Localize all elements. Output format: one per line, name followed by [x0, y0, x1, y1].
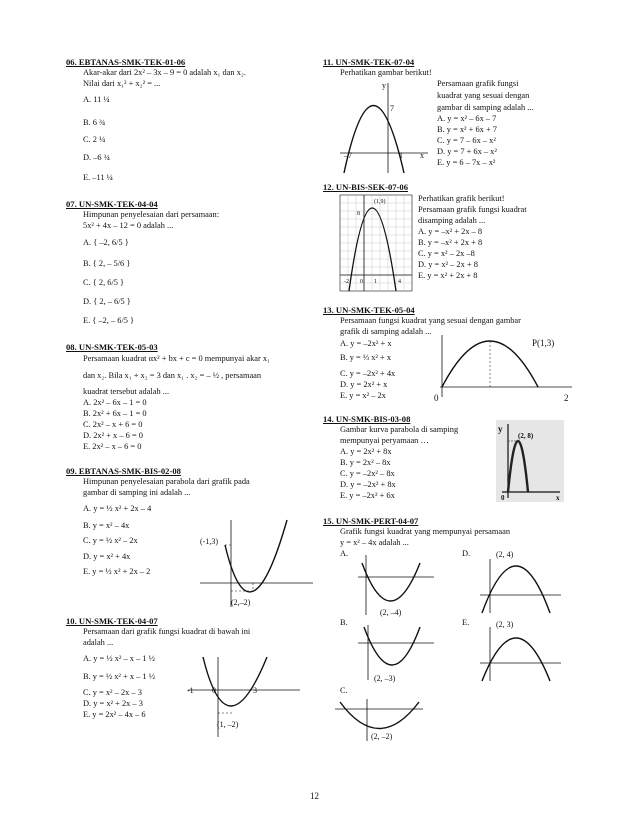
option-b: B. y = –x² + 2x + 8 [418, 238, 483, 247]
question-text: kuadrat tersebut adalah ... [83, 387, 170, 396]
question-text: Persamaan dari grafik fungsi kuadrat di bawah ini [83, 627, 251, 636]
graph-q11 [338, 78, 433, 178]
graph-q09 [195, 515, 315, 610]
page-number: 12 [310, 791, 319, 801]
graph-q12 [340, 195, 412, 295]
graph-q13 [434, 335, 580, 405]
option-e: E. y = ½ x² + 2x – 2 [83, 567, 151, 576]
question-text: Perhatikan gambar berikut! [340, 68, 432, 77]
option-b: B. [340, 618, 348, 627]
option-b: B. 6 ¾ [83, 118, 106, 127]
question-text: Himpunan penyelesaian parabola dari grafik pada [83, 477, 250, 486]
graph-q14 [496, 420, 564, 502]
option-e: E. –11 ¼ [83, 173, 113, 182]
question-text: Grafik fungsi kuadrat yang mempunyai persamaan [340, 527, 511, 536]
vertex-label: (1,9) [374, 199, 386, 205]
option-e: E. { –2, – 6/5 } [83, 316, 135, 325]
question-title: 15. UN-SMK-PERT-04-07 [323, 516, 419, 526]
option-e: E. 2x² – x – 6 = 0 [83, 442, 142, 451]
graph-q15-b [356, 625, 436, 685]
option-b: B. y = x² – 4x [83, 521, 130, 530]
option-c: C. [340, 686, 348, 695]
question-08 [66, 342, 158, 353]
option-c: C. 2x² – x + 6 = 0 [83, 420, 143, 429]
question-13 [323, 305, 415, 316]
question-text: gambar di samping adalah ... [437, 103, 534, 112]
option-e: E. y = x² – 2x [340, 391, 386, 400]
question-text: Persamaan grafik fungsi kuadrat [418, 205, 527, 214]
question-title: 09. EBTANAS-SMK-BIS-02-08 [66, 466, 181, 476]
parabola [482, 638, 550, 681]
option-d: D. 2x² + x – 6 = 0 [83, 431, 143, 440]
vertex-label: (2, –3) [374, 674, 396, 683]
question-15 [323, 516, 418, 527]
option-e: E. y = x² + 2x + 8 [418, 271, 478, 280]
option-c: C. y = ½ x² – 2x [83, 536, 138, 545]
option-b: B. 2x² + 6x – 1 = 0 [83, 409, 147, 418]
axis-label: y [498, 424, 503, 434]
question-title: 11. UN-SMK-TEK-07-04 [323, 57, 415, 67]
peak-label: P(1,3) [532, 338, 555, 348]
question-11 [323, 57, 414, 68]
question-title: 07. UN-SMK-TEK-04-04 [66, 199, 158, 209]
question-14 [323, 414, 410, 425]
option-a: A. { –2, 6/5 } [83, 238, 129, 247]
tick-label: 0 [434, 393, 439, 403]
option-b: B. y = 2x² – 8x [340, 458, 391, 467]
option-a: A. [340, 549, 349, 558]
option-a: A. 11 ¼ [83, 95, 110, 104]
option-b: B. { 2, – 5/6 } [83, 259, 131, 268]
question-title: 12. UN-BIS-SEK-07-06 [323, 182, 408, 192]
question-text: Persamaan kuadrat αx² + bx + c = 0 mempunyai akar x₁ [83, 354, 271, 363]
question-title: 13. UN-SMK-TEK-05-04 [323, 305, 415, 315]
option-a: A. y = ½ x² – x – 1 ½ [83, 654, 155, 663]
option-a: A. y = x² – 6x – 7 [437, 114, 497, 123]
option-d: D. [462, 549, 471, 558]
vertex-label: (2, 4) [496, 550, 514, 559]
option-d: D. y = x² + 4x [83, 552, 131, 561]
parabola [203, 657, 267, 706]
axis-label: x [556, 494, 560, 502]
parabola [442, 341, 538, 387]
option-d: D. –6 ¾ [83, 153, 110, 162]
vertex-label: (2, 3) [496, 620, 514, 629]
question-text: gambar di samping ini adalah ... [83, 488, 191, 497]
tick-label: 3 [253, 686, 257, 695]
option-b: B. y = x² + 6x + 7 [437, 125, 497, 134]
question-text: kuadrat yang sesuai dengan [437, 91, 530, 100]
question-10 [66, 616, 158, 627]
option-d: D. y = x² – 2x + 8 [418, 260, 478, 269]
option-c: C. y = –2x² + 4x [340, 369, 396, 378]
parabola [362, 563, 420, 601]
question-text: dan x₂. Bila x₁ + x₂ = 3 dan x₁ . x₂ = – ½ , persamaan [83, 371, 262, 380]
parabola [344, 106, 404, 174]
option-e: E. [462, 618, 470, 627]
tick-label: 8 [357, 211, 360, 217]
question-07 [66, 199, 158, 210]
graph-q15-d [478, 549, 563, 614]
tick-label: 1 [399, 151, 403, 160]
tick-label: 0 [212, 686, 216, 695]
option-a: A. y = –x² + 2x – 8 [418, 227, 483, 236]
axis-label: y [382, 81, 386, 90]
question-text: Persamaan grafik fungsi [437, 79, 519, 88]
option-d: D. { 2, – 6/5 } [83, 297, 131, 306]
tick-label: -1 [187, 686, 194, 695]
question-text: 5x² + 4x – 12 = 0 adalah ... [83, 221, 174, 230]
question-06 [66, 57, 185, 68]
tick-label: 0 [360, 279, 363, 285]
question-text: Perhatikan grafik berikut! [418, 194, 505, 203]
question-text: Persamaan fungsi kuadrat yang sesuai dengan gambar [340, 316, 521, 325]
option-b: B. y = ½ x² + x – 1 ½ [83, 672, 155, 681]
option-c: C. 2 ¼ [83, 135, 106, 144]
option-c: C. { 2, 6/5 } [83, 278, 125, 287]
option-a: A. y = ½ x² + 2x – 4 [83, 504, 152, 513]
vertex-label: (2, 8) [518, 432, 534, 440]
question-title: 08. UN-SMK-TEK-05-03 [66, 342, 158, 352]
parabola [364, 627, 420, 665]
vertex-label: (1, –2) [217, 720, 239, 729]
option-d: D. y = 7 + 6x – x² [437, 147, 497, 156]
question-title: 06. EBTANAS-SMK-TEK-01-06 [66, 57, 186, 67]
graph-q15-e [478, 617, 563, 682]
tick-label: 4 [398, 279, 401, 285]
tick-label: 7 [390, 104, 394, 113]
vertex-label: (2, –4) [380, 608, 402, 617]
option-d: D. y = –2x² + 8x [340, 480, 396, 489]
option-e: E. y = 2x² – 4x – 6 [83, 710, 146, 719]
option-d: D. y = 2x² + x [340, 380, 388, 389]
tick-label: 2 [564, 393, 569, 403]
question-text: Gambar kurva parabola di samping [340, 425, 459, 434]
tick-label: -2 [344, 279, 349, 285]
question-text: disamping adalah ... [418, 216, 486, 225]
option-c: C. y = 7 – 6x – x² [437, 136, 496, 145]
option-c: C. y = –2x² – 8x [340, 469, 395, 478]
question-text: grafik di samping adalah ... [340, 327, 432, 336]
vertex-label: (2,–2) [231, 598, 251, 607]
vertex-label: (2, –2) [371, 732, 393, 741]
option-a: A. y = –2x² + x [340, 339, 392, 348]
option-a: A. y = 2x² + 8x [340, 447, 392, 456]
question-text: adalah ... [83, 638, 114, 647]
question-12 [323, 182, 408, 193]
question-text: mempunyai peryamaan … [340, 436, 429, 445]
graph-q10 [185, 655, 305, 740]
question-09 [66, 466, 181, 477]
question-title: 14. UN-SMK-BIS-03-08 [323, 414, 411, 424]
option-d: D. y = x² + 2x – 3 [83, 699, 143, 708]
question-text: Nilai dari x₁² + x₂² = ... [83, 79, 161, 88]
question-title: 10. UN-SMK-TEK-04-07 [66, 616, 158, 626]
option-e: E. y = 6 – 7x – x² [437, 158, 496, 167]
axis-label: x [420, 151, 424, 160]
option-e: E. y = –2x² + 6x [340, 491, 395, 500]
graph-q15-a [356, 555, 436, 620]
tick-label: –7 [344, 151, 352, 160]
tick-label: 0 [501, 494, 505, 502]
graph-q15-c [335, 697, 425, 742]
option-c: C. y = x² – 2x –8 [418, 249, 475, 258]
tick-label: 1 [374, 279, 377, 285]
question-text: Akar-akar dari 2x² – 3x – 9 = 0 adalah x₁ dan x₂. [83, 68, 246, 77]
option-c: C. y = x² – 2x – 3 [83, 688, 142, 697]
question-text: y = x² – 4x adalah ... [340, 538, 409, 547]
parabola [225, 520, 287, 592]
parabola [482, 566, 550, 613]
option-a: A. 2x² – 6x – 1 = 0 [83, 398, 147, 407]
parabola [340, 702, 419, 729]
option-b: B. y = ⅓ x² + x [340, 353, 392, 362]
point-label: (-1,3) [200, 537, 218, 546]
question-text: Himpunan penyelesaian dari persamaan: [83, 210, 220, 219]
